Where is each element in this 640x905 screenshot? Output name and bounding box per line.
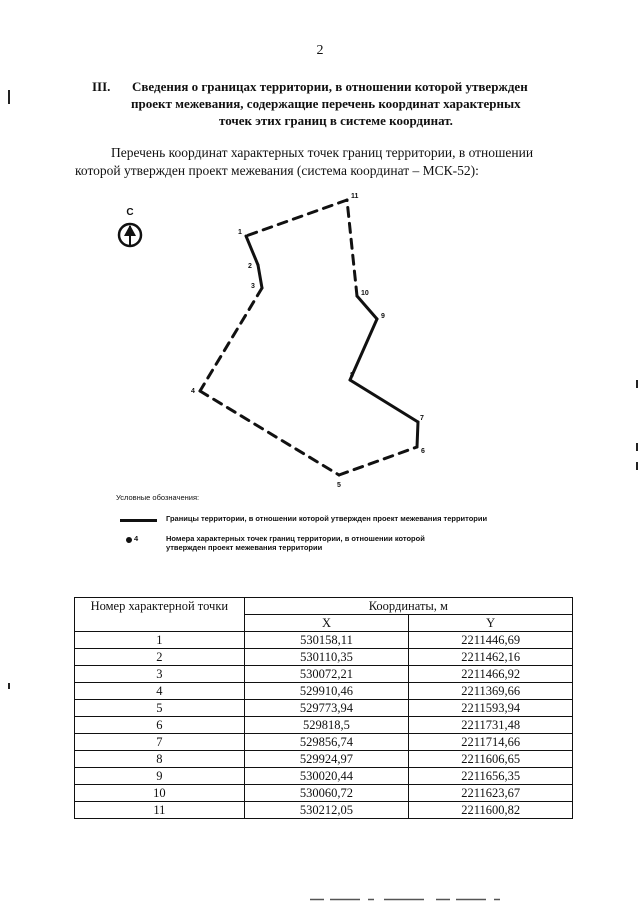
cell-y: 2211600,82	[409, 802, 573, 819]
table-row	[75, 768, 573, 785]
boundary-segment	[357, 296, 377, 319]
cell-x: 529924,97	[244, 751, 409, 768]
legend-title: Условные обозначения:	[116, 493, 200, 502]
boundary-segment	[258, 265, 262, 288]
point-label: 3	[251, 283, 255, 290]
boundary-segment	[339, 447, 417, 475]
boundary-segment	[347, 200, 357, 296]
cell-y: 2211466,92	[409, 666, 573, 683]
cell-x: 530072,21	[244, 666, 409, 683]
cell-x: 530110,35	[244, 649, 409, 666]
cell-point-number: 8	[75, 751, 245, 768]
point-label: 4	[191, 388, 195, 395]
coordinates-table	[74, 597, 573, 819]
cell-x: 529910,46	[244, 683, 409, 700]
boundary-segment	[200, 391, 339, 475]
cell-x: 529773,94	[244, 700, 409, 717]
scan-margin-mark	[636, 462, 638, 470]
cell-y: 2211446,69	[409, 632, 573, 649]
coordinates-table-body	[75, 632, 573, 819]
cell-point-number: 3	[75, 666, 245, 683]
point-label: 10	[361, 290, 369, 297]
legend-point-text: Номера характерных точек границ территории, в отношении которой утвержден проект межевания территории	[166, 534, 425, 552]
section-title-line-3: точек этих границ в системе координат.	[219, 113, 453, 128]
boundary-segment	[200, 288, 262, 391]
point-label: 9	[381, 313, 385, 320]
cell-point-number: 4	[75, 683, 245, 700]
compass-north-letter: С	[126, 207, 134, 218]
cell-point-number: 11	[75, 802, 245, 819]
cell-y: 2211714,66	[409, 734, 573, 751]
cell-y: 2211623,67	[409, 785, 573, 802]
table-row	[75, 683, 573, 700]
cell-x: 530020,44	[244, 768, 409, 785]
table-row	[75, 785, 573, 802]
point-labels	[191, 193, 425, 489]
legend-boundary-text: Границы территории, в отношении которой утвержден проект межевания территории	[166, 514, 488, 523]
intro-line-2: которой утвержден проект межевания (система координат – МСК-52):	[75, 163, 479, 178]
compass	[113, 207, 147, 257]
header-y: Y	[409, 615, 573, 632]
cell-y: 2211606,65	[409, 751, 573, 768]
boundary-lines	[200, 200, 418, 475]
header-coordinates: Координаты, м	[244, 598, 572, 615]
point-label: 8	[350, 372, 354, 379]
cell-y: 2211369,66	[409, 683, 573, 700]
point-label: 2	[248, 263, 252, 270]
cell-point-number: 2	[75, 649, 245, 666]
table-row	[75, 666, 573, 683]
cell-x: 530212,05	[244, 802, 409, 819]
boundary-scheme	[180, 190, 440, 490]
table-row	[75, 632, 573, 649]
cell-y: 2211593,94	[409, 700, 573, 717]
point-label: 1	[238, 229, 242, 236]
point-label: 6	[421, 448, 425, 455]
table-row	[75, 751, 573, 768]
cell-point-number: 1	[75, 632, 245, 649]
cell-point-number: 6	[75, 717, 245, 734]
section-number: III.	[92, 79, 111, 94]
cell-point-number: 9	[75, 768, 245, 785]
cell-point-number: 5	[75, 700, 245, 717]
boundary-segment	[246, 236, 258, 265]
section-title-line-2: проект межевания, содержащие перечень координат характерных	[131, 96, 521, 111]
table-row	[75, 734, 573, 751]
table-row	[75, 802, 573, 819]
scan-margin-mark	[636, 443, 638, 451]
legend-point-dot-icon	[126, 537, 132, 543]
scan-margin-mark	[8, 90, 10, 104]
intro-line-1: Перечень координат характерных точек границ территории, в отношении	[111, 145, 534, 160]
section-title-line-1: Сведения о границах территории, в отношении которой утвержден	[132, 79, 528, 94]
boundary-segment	[350, 380, 418, 422]
point-label: 7	[420, 415, 424, 422]
table-row	[75, 717, 573, 734]
scan-margin-mark	[8, 683, 10, 689]
legend-boundary-line-icon	[120, 519, 157, 522]
cell-y: 2211656,35	[409, 768, 573, 785]
legend-point-sample: 4	[134, 534, 139, 543]
boundary-segment	[417, 422, 418, 447]
cell-y: 2211462,16	[409, 649, 573, 666]
boundary-segment	[246, 200, 347, 236]
cell-point-number: 7	[75, 734, 245, 751]
cell-x: 530158,11	[244, 632, 409, 649]
point-label: 5	[337, 482, 341, 489]
north-arrow-icon	[117, 222, 143, 248]
table-row	[75, 700, 573, 717]
cell-y: 2211731,48	[409, 717, 573, 734]
point-label: 11	[351, 193, 359, 200]
scan-footer-marks	[310, 898, 510, 901]
table-row	[75, 649, 573, 666]
header-x: X	[244, 615, 409, 632]
cell-x: 529818,5	[244, 717, 409, 734]
boundary-segment	[350, 319, 377, 380]
page-number: 2	[316, 43, 324, 58]
scan-margin-mark	[636, 380, 638, 388]
cell-point-number: 10	[75, 785, 245, 802]
cell-x: 529856,74	[244, 734, 409, 751]
header-point-number: Номер характерной точки	[75, 598, 245, 632]
cell-x: 530060,72	[244, 785, 409, 802]
